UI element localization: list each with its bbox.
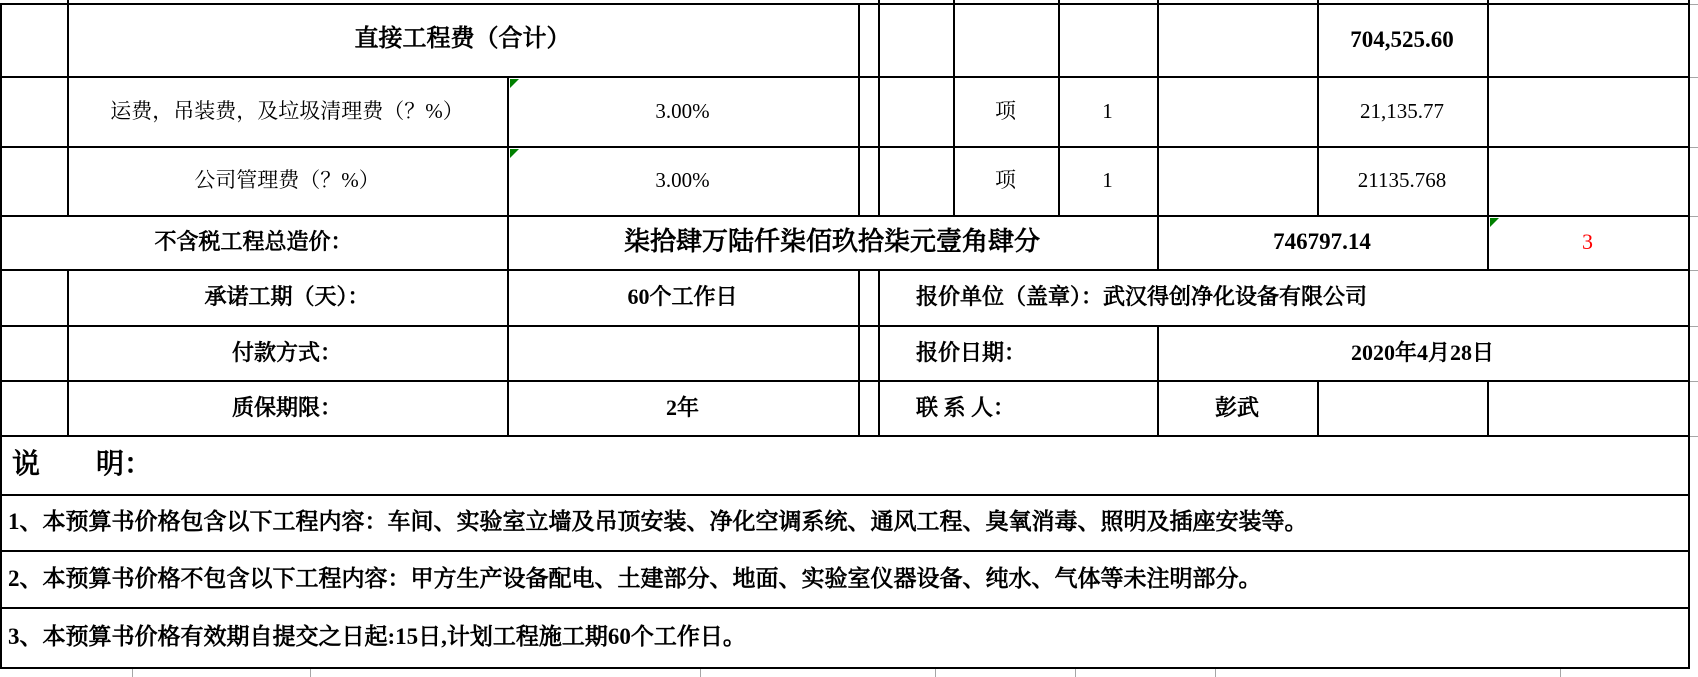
cell-payment-method-label[interactable]: 付款方式： xyxy=(231,340,342,365)
cell-total-price-label[interactable]: 不含税工程总造价： xyxy=(154,229,353,254)
cell-management-fee-label[interactable]: 公司管理费（？%） xyxy=(194,168,380,192)
gray-gridline-stub xyxy=(1215,669,1216,677)
gray-gridline-stub xyxy=(1690,77,1698,78)
cell-direct-cost-total-amount[interactable]: 704,525.60 xyxy=(1350,27,1454,52)
cell-quote-date-label[interactable]: 报价日期： xyxy=(916,340,1027,365)
cell-management-unit[interactable]: 项 xyxy=(995,168,1016,192)
cell-total-price-amount[interactable]: 746797.14 xyxy=(1273,229,1371,254)
gray-gridline-stub xyxy=(1690,4,1698,5)
gray-gridline-stub xyxy=(1690,381,1698,382)
cell-contact-label[interactable]: 联 系 人： xyxy=(916,395,1016,420)
grid-line-v xyxy=(858,269,860,435)
gray-gridline-stub xyxy=(1690,147,1698,148)
cell-contact-value[interactable]: 彭武 xyxy=(1214,395,1259,420)
grid-line-v xyxy=(1317,380,1319,435)
cell-freight-unit[interactable]: 项 xyxy=(995,99,1016,123)
gray-gridline-stub xyxy=(310,669,311,677)
cell-quote-date-value[interactable]: 2020年4月28日 xyxy=(1350,340,1494,365)
grid-line-v xyxy=(1487,380,1489,435)
gray-gridline-stub xyxy=(1075,669,1076,677)
gray-gridline-stub xyxy=(132,669,133,677)
gray-gridline-stub xyxy=(1690,436,1698,437)
gray-gridline-stub xyxy=(700,669,701,677)
gray-gridline-stub xyxy=(1690,326,1698,327)
cell-construction-period-value[interactable]: 60个工作日 xyxy=(627,284,738,309)
cell-freight-qty[interactable]: 1 xyxy=(1102,99,1113,123)
note-item-3[interactable]: 3、本预算书价格有效期自提交之日起:15日,计划工程施工期60个工作日。 xyxy=(8,624,746,649)
cell-management-rate[interactable]: 3.00% xyxy=(655,168,710,192)
cell-freight-fee-label[interactable]: 运费，吊装费，及垃圾清理费（？%） xyxy=(110,99,464,123)
cell-total-price-words[interactable]: 柒拾肆万陆仟柒佰玖拾柒元壹角肆分 xyxy=(623,227,1040,256)
grid-line-h xyxy=(0,667,1690,669)
cell-warranty-label[interactable]: 质保期限： xyxy=(231,395,342,420)
gray-gridline-stub xyxy=(1690,270,1698,271)
grid-line-v xyxy=(878,0,880,215)
gray-gridline-stub xyxy=(935,669,936,677)
cell-freight-rate[interactable]: 3.00% xyxy=(655,99,710,123)
note-item-1[interactable]: 1、本预算书价格包含以下工程内容：车间、实验室立墙及吊顶安装、净化空调系统、通风工程、臭氧消毒、照明及插座安装等。 xyxy=(8,509,1308,534)
cell-direct-cost-total-label[interactable]: 直接工程费（合计） xyxy=(354,26,571,52)
cell-freight-amount[interactable]: 21,135.77 xyxy=(1360,99,1444,123)
cell-construction-period-label[interactable]: 承诺工期（天）： xyxy=(204,284,370,309)
cell-management-qty[interactable]: 1 xyxy=(1102,168,1113,192)
cell-warranty-value[interactable]: 2年 xyxy=(665,395,699,420)
grid-line-v xyxy=(858,3,860,215)
gray-gridline-stub xyxy=(1560,669,1561,677)
note-item-2[interactable]: 2、本预算书价格不包含以下工程内容：甲方生产设备配电、土建部分、地面、实验室仪器设备、纯水、气体等未注明部分。 xyxy=(8,566,1262,591)
cell-quote-company[interactable]: 报价单位（盖章）：武汉得创净化设备有限公司 xyxy=(916,284,1368,309)
gray-gridline-stub xyxy=(1690,216,1698,217)
cell-management-amount[interactable]: 21135.768 xyxy=(1357,168,1447,192)
cell-total-price-note[interactable]: 3 xyxy=(1582,229,1593,254)
notes-header[interactable]: 说 明： xyxy=(12,449,153,480)
